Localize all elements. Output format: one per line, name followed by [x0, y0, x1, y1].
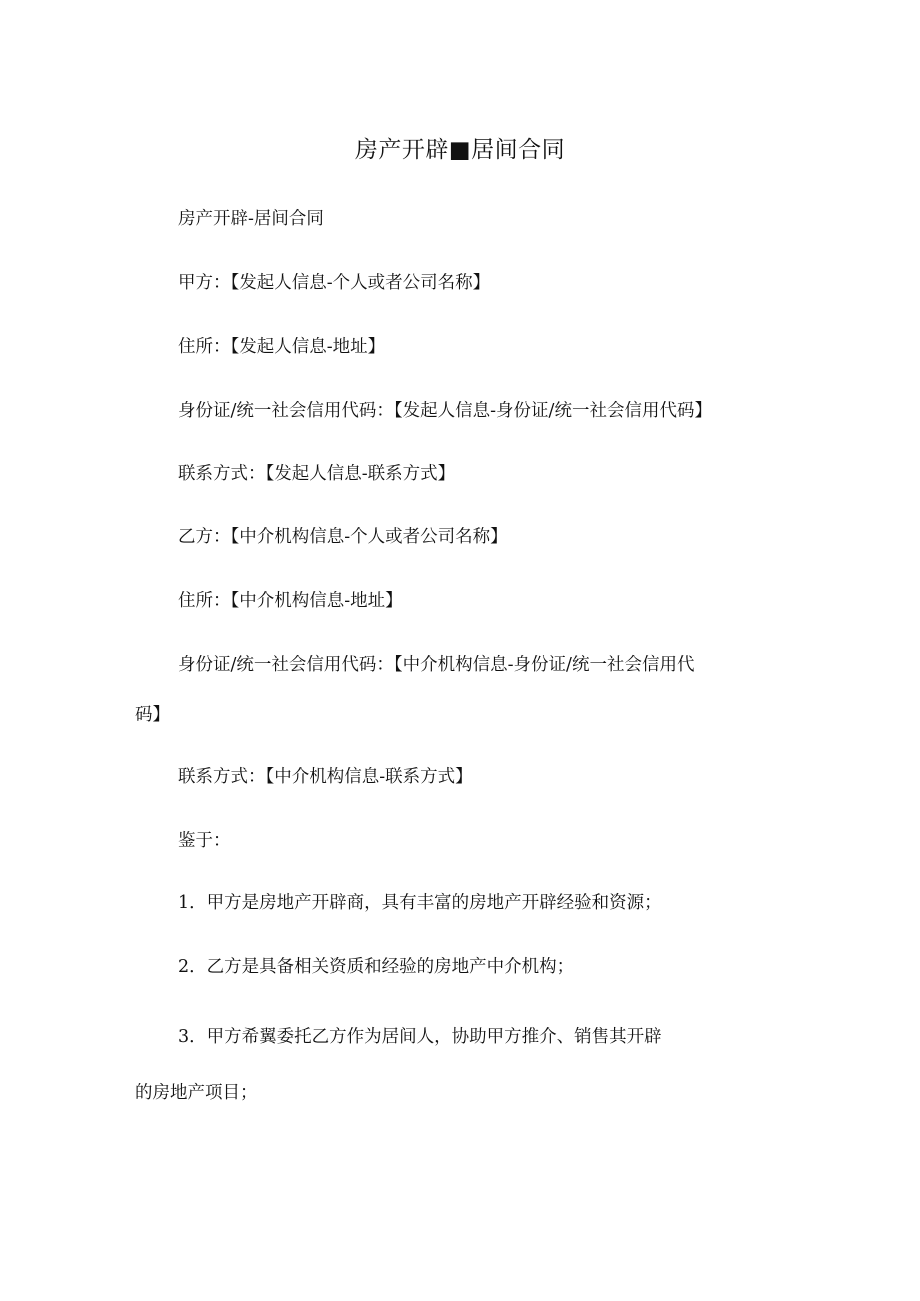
party-b-contact: 联系方式：【中介机构信息-联系方式】	[178, 767, 473, 787]
document-title: 房产开辟■居间合同	[354, 137, 566, 163]
party-a-name: 甲方：【发起人信息-个人或者公司名称】	[178, 273, 491, 293]
whereas-item-3: 3．甲方希翼委托乙方作为居间人，协助甲方推介、销售其开辟	[178, 1027, 662, 1047]
party-a-id: 身份证/统一社会信用代码：【发起人信息-身份证/统一社会信用代码】	[178, 401, 712, 421]
party-b-address: 住所：【中介机构信息-地址】	[178, 591, 403, 611]
party-a-contact: 联系方式：【发起人信息-联系方式】	[178, 464, 456, 484]
party-b-id: 身份证/统一社会信用代码：【中介机构信息-身份证/统一社会信用代	[178, 655, 695, 675]
whereas-heading: 鉴于：	[178, 831, 231, 851]
whereas-item-2: 2．乙方是具备相关资质和经验的房地产中介机构；	[178, 957, 575, 977]
subtitle-paragraph: 房产开辟-居间合同	[178, 209, 324, 229]
whereas-item-3-continued: 的房地产项目；	[135, 1083, 258, 1103]
whereas-item-1: 1．甲方是房地产开辟商，具有丰富的房地产开辟经验和资源；	[178, 893, 662, 913]
party-a-address: 住所：【发起人信息-地址】	[178, 337, 386, 357]
party-b-id-continued: 码】	[135, 705, 170, 725]
party-b-name: 乙方：【中介机构信息-个人或者公司名称】	[178, 527, 508, 547]
